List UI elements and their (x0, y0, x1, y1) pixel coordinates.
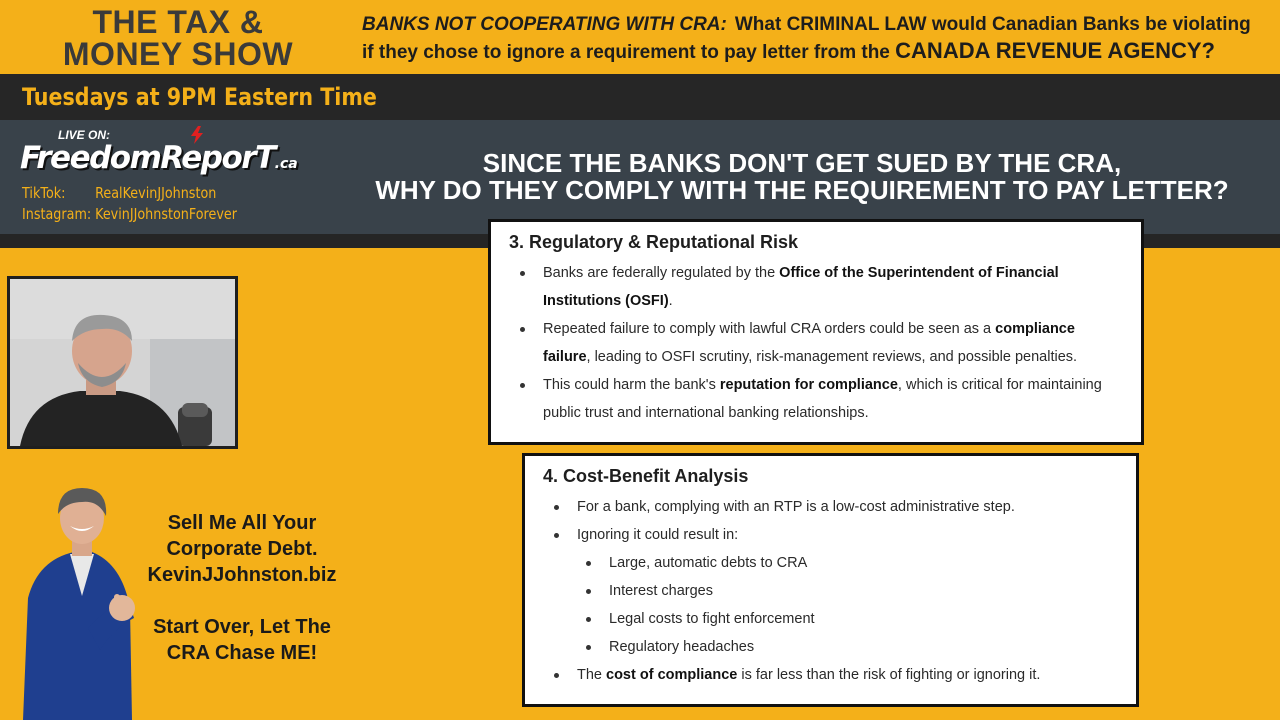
regulatory-risk-card (488, 219, 1144, 445)
promo-line1: Sell Me All Your (167, 512, 317, 534)
list-item: For a bank, complying with an RTP is a low-cost administrative step. (543, 493, 1120, 521)
live-on-label: LIVE ON: (58, 128, 111, 142)
list-item (543, 661, 1120, 689)
text-segment: , leading to OSFI scrutiny, risk-management reviews, and possible penalties. (586, 349, 1078, 365)
question-line2: WHY DO THEY COMPLY WITH THE REQUIREMENT TO PAY LETTER? (375, 175, 1229, 205)
tiktok-row (22, 183, 237, 204)
promo-line3: KevinJJohnston.biz (147, 564, 337, 586)
brand-logo (20, 138, 298, 184)
bold-segment: cost of compliance (606, 667, 738, 683)
tiktok-label: TikTok: (22, 184, 66, 202)
presenter-cutout (18, 478, 138, 720)
sub-list-item: Interest charges (543, 577, 1120, 605)
headline (362, 12, 1267, 66)
show-title (28, 6, 328, 70)
text-segment: This could harm the bank's (543, 377, 720, 393)
brand-name: FreedomReporT (20, 140, 275, 176)
instagram-label: Instagram: (22, 205, 92, 223)
cost-benefit-card (522, 453, 1139, 707)
list-item: Ignoring it could result in: (543, 521, 1120, 549)
sub-list-item: Large, automatic debts to CRA (543, 549, 1120, 577)
headline-lead: BANKS NOT COOPERATING WITH CRA: (362, 14, 727, 35)
bullet-list (543, 493, 1120, 689)
text-segment: Banks are federally regulated by the (543, 265, 780, 281)
text-segment: . (668, 293, 673, 309)
text-segment: The (577, 667, 607, 683)
instagram-handle: KevinJJohnstonForever (95, 205, 237, 223)
card-title: 4. Cost-Benefit Analysis (543, 466, 749, 486)
sub-list-item: Regulatory headaches (543, 633, 1120, 661)
promo-text (132, 510, 352, 666)
list-item (509, 259, 1125, 315)
show-title-line2: MONEY SHOW (62, 36, 294, 72)
bullet-list (509, 259, 1125, 427)
headline-agency: CANADA REVENUE AGENCY? (895, 38, 1215, 63)
bold-segment: compliance failure (543, 321, 1075, 365)
promo-line4: Start Over, Let The (153, 616, 331, 638)
card-title: 3. Regulatory & Reputational Risk (509, 232, 799, 252)
text-segment: Repeated failure to comply with lawful CRA orders could be seen as a (543, 321, 996, 337)
instagram-row (22, 204, 237, 225)
social-handles (22, 183, 237, 225)
brand-tld: .ca (274, 156, 298, 172)
list-item (509, 371, 1125, 427)
list-item (509, 315, 1125, 371)
webcam-feed (10, 279, 235, 446)
presenter-video-image (10, 279, 235, 446)
text-segment: is far less than the risk of fighting or ignoring it. (737, 667, 1041, 683)
bold-segment: Office of the Superintendent of Financial Institutions (OSFI) (543, 265, 1059, 309)
tiktok-handle: RealKevinJJohnston (95, 184, 217, 202)
webcam-video (7, 276, 238, 449)
promo-line2: Corporate Debt. (166, 538, 318, 560)
schedule-text: Tuesdays at 9PM Eastern Time (22, 83, 377, 111)
sub-list-item: Legal costs to fight enforcement (543, 605, 1120, 633)
promo-line5: CRA Chase ME! (166, 642, 318, 664)
question-heading (352, 150, 1252, 204)
headline-part1: What CRIMINAL LAW would Canadian Banks be violating (734, 14, 1251, 35)
bold-segment: reputation for compliance (719, 377, 898, 393)
headline-part2: if they chose to ignore a requirement to pay letter from the (362, 42, 890, 63)
question-line1: SINCE THE BANKS DON'T GET SUED BY THE CRA, (482, 148, 1122, 178)
text-segment: , which is critical for maintaining public trust and international banking relationships. (543, 377, 1102, 421)
show-title-line1: THE TAX & (92, 4, 264, 40)
